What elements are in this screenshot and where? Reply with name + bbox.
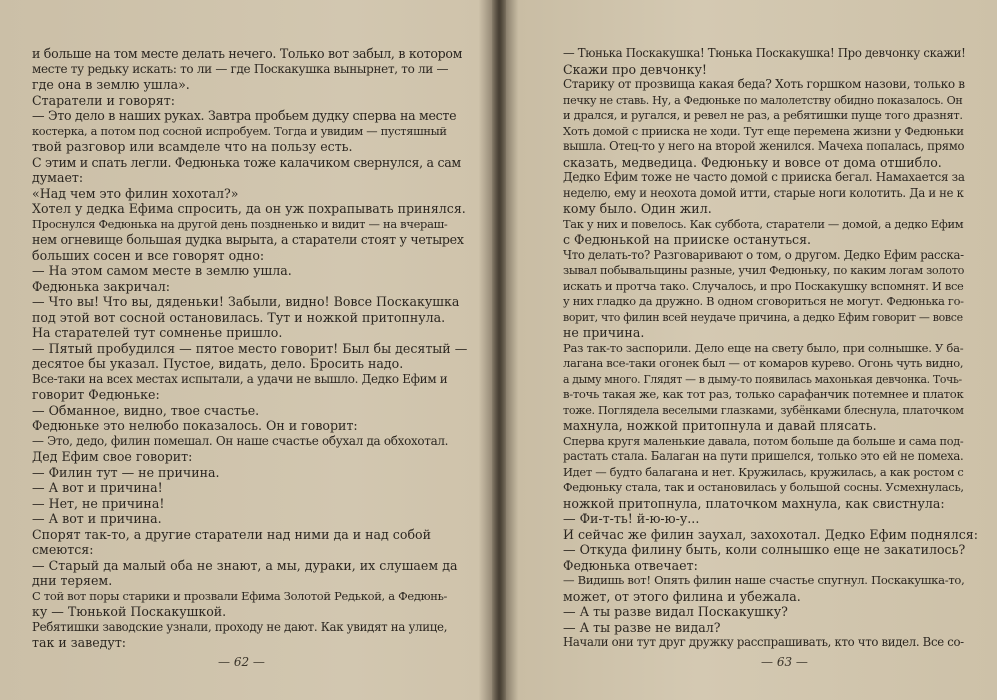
text-line: И сейчас же филин заухал, захохотал. Дедко Ефим поднялся: — [563, 526, 978, 542]
text-line: — Филин тут — не причина. — [32, 464, 220, 480]
text-line: твой разговор или всамделе что на пользу есть. — [32, 139, 353, 154]
text-line: и дрался, и ругался, и ревел не раз, а ребятишки пуще того дразнят. — [563, 108, 963, 122]
text-line: Все-таки на всех местах испытали, а удачи не вышло. Дедко Ефим и — [32, 371, 448, 386]
text-line: ножкой притопнула, платочком махнула, как свистнула: — [563, 495, 945, 511]
text-line: больших сосен и все говорят одно: — [32, 247, 265, 263]
right-page — [503, 0, 997, 700]
text-line: Что делать-то? Разговаривают о том, о другом. Дедко Ефим расска- — [563, 247, 964, 262]
text-line: Федюньке это нелюбо показалось. Он и говорит: — [32, 418, 358, 433]
text-line: месте ту редьку искать: то ли — где Поскакушка вынырнет, то ли — — [32, 61, 449, 76]
text-line: неделю, ему и неохота домой итти, старые ноги колотить. Да и не к — [563, 185, 964, 200]
text-line: Так у них и повелось. Как суббота, старатели — домой, а дедко Ефим — [563, 216, 964, 231]
text-line: думает: — [32, 170, 84, 185]
text-line: — Тюнька Поскакушка! Тюнька Поскакушка! Про девчонку скажи! — [563, 46, 966, 60]
text-line: может, от этого филина и убежала. — [563, 588, 801, 604]
text-line: растать стала. Балаган на пути пришелся, только это ей не помеха. — [563, 449, 964, 463]
text-line: тоже. Поглядела веселыми глазками, зубёнками блеснула, платочком — [563, 403, 964, 417]
text-line: нем огневище большая дудка вырыта, а старатели стоят у четырех — [32, 232, 464, 247]
text-line: не причина. — [563, 325, 645, 340]
text-line: Дед Ефим свое говорит: — [32, 449, 193, 464]
text-line: ворит, что филин всей неудаче причина, а дедко Ефим говорит — вовсе — [563, 310, 963, 324]
text-line: Федюнька закричал: — [32, 278, 171, 294]
text-line: лагана все-таки огонек был — от комаров курево. Огонь чуть видно, — [563, 356, 964, 370]
text-line: с Федюнькой на прииске остануться. — [563, 232, 812, 247]
text-line: зывал побывальщины разные, учил Федюньку, по каким логам золото — [563, 264, 965, 277]
left-page-text — [32, 46, 467, 651]
text-line: — А вот и причина. — [32, 511, 162, 526]
text-line: Хоть домой с прииска не ходи. Тут еще перемена жизни у Федюньки — [563, 123, 964, 138]
text-line: Начали они тут друг дружку расспрашивать, кто что видел. Все со- — [563, 635, 964, 649]
text-line: — Что вы! Что вы, дяденьки! Забыли, видно! Вовсе Поскакушка — [32, 294, 460, 309]
text-line: вышла. Отец-то у него на второй женился. Мачеха попалась, прямо — [563, 139, 965, 153]
left-page — [0, 0, 497, 700]
text-line: Проснулся Федюнька на другой день поздненько и видит — на вчераш- — [32, 216, 448, 231]
text-line: где она в землю ушла». — [32, 77, 190, 92]
text-line: кому было. Один жил. — [563, 201, 712, 216]
text-line: говорит Федюньке: — [32, 387, 160, 402]
text-line: На старателей тут сомненье пришло. — [32, 325, 283, 340]
text-line: дни теряем. — [32, 573, 113, 588]
text-line: — А вот и причина! — [32, 480, 163, 495]
text-line: Сперва кругя маленькие давала, потом больше да больше и сама под- — [563, 434, 964, 448]
text-line: Спорят так-то, а другие старатели над ними да и над собой — [32, 526, 432, 542]
text-line: — Нет, не причина! — [32, 495, 165, 511]
text-line: искать и протча тако. Случалось, и про Поскакушку вспомнят. И все — [563, 278, 964, 293]
text-line: — Откуда филину быть, коли солнышко еще не закатилось? — [563, 542, 966, 557]
text-line: — Пятый пробудился — пятое место говорит! Был бы десятый — — [32, 340, 468, 356]
right-page-text — [563, 46, 983, 651]
text-line: Федюнька отвечает: — [563, 557, 698, 573]
text-line: Скажи про девчонку! — [563, 61, 707, 77]
text-line: «Над чем это филин хохотал?» — [32, 185, 239, 201]
text-line: Ребятишки заводские узнали, проходу не дают. Как увидят на улице, — [32, 619, 448, 634]
text-line: Идет — будто балагана и нет. Кружилась, кружилась, а как ростом с — [563, 464, 964, 479]
text-line: в-точь такая же, как тот раз, только сарафанчик потемнее и платок — [563, 387, 964, 401]
text-line: ку — Тюнькой Поскакушкой. — [32, 604, 227, 619]
text-line: под этой вот сосной остановилась. Тут и ножкой притопнула. — [32, 309, 446, 325]
text-line: Хотел у дедка Ефима спросить, да он уж похрапывать принялся. — [32, 201, 466, 216]
text-line: десятое бы указал. Пустое, видать, дело. Бросить надо. — [32, 356, 404, 371]
text-line: С этим и спать легли. Федюнька тоже калачиком свернулся, а сам — [32, 154, 461, 170]
text-line: Дедко Ефим тоже не часто домой с прииска бегал. Намахается за — [563, 170, 965, 184]
text-line: а дыму много. Глядят — в дыму-то появилась махонькая девчонка. Точь- — [563, 372, 962, 386]
text-line: Старатели и говорят: — [32, 92, 175, 108]
text-line: Раз так-то заспорили. Дело еще на свету было, при солнышке. У ба- — [563, 340, 964, 355]
text-line: печку не ставь. Ну, а Федюньке по малолетству обидно показалось. Он — [563, 93, 963, 107]
text-line: у них гладко да дружно. В одном сговориться не могут. Федюнька го- — [563, 294, 964, 308]
text-line: махнула, ножкой притопнула и давай плясать. — [563, 418, 877, 433]
text-line: — Это дело в наших руках. Завтра пробьем дудку сперва на месте — [32, 108, 457, 123]
text-line: костерка, а потом под сосной испробуем. Тогда и увидим — пустяшный — [32, 123, 447, 138]
text-line: сказать, медведица. Федюньку и вовсе от дома отшибло. — [563, 154, 942, 170]
text-line: — Это, дедо, филин помешал. Он наше счастье обухал да обхохотал. — [32, 433, 449, 448]
text-line: Федюньку стала, так и остановилась у большой сосны. Усмехнулась, — [563, 480, 964, 494]
text-line: так и заведут: — [32, 635, 127, 650]
text-line: — А ты разве видал Поскакушку? — [563, 604, 788, 619]
left-page-number: — 62 — — [218, 655, 265, 669]
text-line: — Обманное, видно, твое счастье. — [32, 402, 260, 418]
text-line: С той вот поры старики и прозвали Ефима Золотой Редькой, а Федюнь- — [32, 588, 448, 603]
text-line: — Видишь вот! Опять филин наше счастье спугнул. Поскакушка-то, — [563, 573, 965, 587]
text-line: — Старый да малый оба не знают, а мы, дураки, их слушаем да — [32, 557, 458, 573]
text-line: — Фи-т-ть! й-ю-ю-у... — [563, 511, 700, 526]
text-line: и больше на том месте делать нечего. Только вот забыл, в котором — [32, 46, 463, 61]
text-line: Старику от прозвища какая беда? Хоть горшком назови, только в — [563, 77, 965, 91]
text-line: — На этом самом месте в землю ушла. — [32, 263, 292, 278]
text-line: — А ты разве не видал? — [563, 619, 721, 635]
right-page-number: — 63 — — [761, 655, 808, 669]
text-line: смеются: — [32, 542, 94, 557]
